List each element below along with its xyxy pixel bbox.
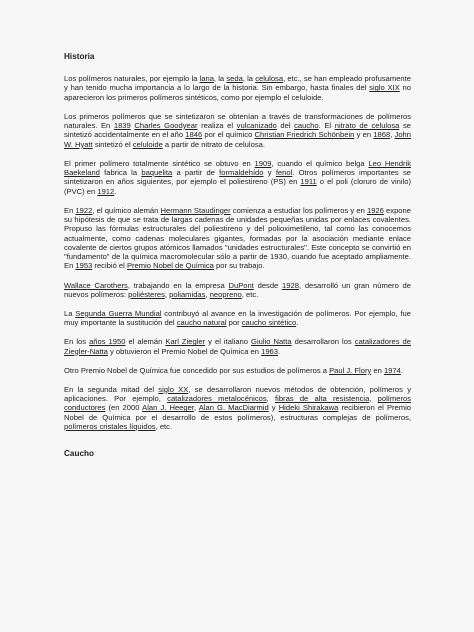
paragraph-text: En los xyxy=(64,337,90,347)
wiki-link[interactable]: celuloide xyxy=(132,139,163,149)
wiki-link[interactable]: Alan G. MacDiarmid xyxy=(198,403,269,413)
paragraph-text: a partir de nitrato de celulosa. xyxy=(162,139,265,149)
paragraph-text: . xyxy=(296,318,299,328)
paragraph-text: contribuyó al avance en la investigación de polímeros. Por ejemplo, fue muy importante la sustitución del xyxy=(64,308,411,328)
paragraph-4 xyxy=(64,206,411,271)
paragraph-text: desde xyxy=(253,280,283,290)
document-body xyxy=(64,52,411,471)
heading-caucho: Caucho xyxy=(64,449,95,459)
wiki-link[interactable]: 1912 xyxy=(97,186,115,196)
paragraph-container xyxy=(64,74,411,431)
paragraph-text: En la segunda mitad del xyxy=(64,384,159,394)
paragraph-text: La xyxy=(64,308,76,318)
paragraph-text: comienza a estudiar los polímeros y en xyxy=(230,205,367,215)
wiki-link[interactable]: 1953 xyxy=(75,261,93,271)
paragraph-text: . El xyxy=(318,120,335,130)
wiki-link[interactable]: 1846 xyxy=(185,130,203,140)
paragraph-text: fabrica la xyxy=(99,167,142,177)
paragraph-text: , se desarrollaron nuevos métodos de obtención, polímeros y aplicaciones. Por ejemplo, xyxy=(64,384,411,404)
wiki-link[interactable]: caucho xyxy=(294,120,319,130)
paragraph-text: y en xyxy=(354,130,374,140)
wiki-link[interactable]: Premio Nobel de Química xyxy=(126,261,214,271)
paragraph-text: Los primeros polímeros que se sintetizaron se obtenían a través de transformaciones de polímeros naturales. En xyxy=(64,111,411,130)
wiki-link[interactable]: poliésteres xyxy=(128,289,165,299)
wiki-link[interactable]: fibras de alta resistencia xyxy=(275,394,370,404)
wiki-link[interactable]: años 1950 xyxy=(89,337,126,347)
paragraph-text: y xyxy=(268,403,279,413)
paragraph-text: . xyxy=(278,346,281,356)
wiki-link[interactable]: Charles Goodyear xyxy=(134,120,198,130)
paragraph-text: sintetizó el xyxy=(92,139,133,149)
wiki-link[interactable]: 1963 xyxy=(261,346,279,356)
heading-historia: Historia xyxy=(64,52,95,61)
wiki-link[interactable]: caucho natural xyxy=(176,318,227,328)
wiki-link[interactable]: Karl Ziegler xyxy=(165,337,206,347)
wiki-link[interactable]: 1839 xyxy=(113,120,131,130)
paragraph-text: , la xyxy=(213,74,227,83)
wiki-link[interactable]: Giulio Natta xyxy=(251,337,292,347)
paragraph-text: por xyxy=(226,318,242,328)
wiki-link[interactable]: catalizadores metalocénicos xyxy=(167,394,267,404)
paragraph-text: , xyxy=(164,289,170,299)
paragraph-6 xyxy=(64,309,411,328)
wiki-link[interactable]: celulosa xyxy=(255,74,284,83)
wiki-link[interactable]: 1868 xyxy=(373,130,391,140)
paragraph-text: . xyxy=(400,365,403,375)
paragraph-text: por el químico xyxy=(202,130,255,140)
wiki-link[interactable]: DuPont xyxy=(228,280,254,290)
paragraph-text: , desarrolló un gran número de nuevos polímeros: xyxy=(64,280,412,299)
paragraph-9 xyxy=(64,385,411,431)
wiki-link[interactable]: Christian Friedrich Schönbein xyxy=(254,130,355,140)
paragraph-text: por su trabajo. xyxy=(213,261,265,271)
paragraph-text: y xyxy=(263,167,276,177)
wiki-link[interactable]: Hideki Shirakawa xyxy=(278,403,339,413)
wiki-link[interactable]: John W. Hyatt xyxy=(64,130,411,149)
paragraph-text: En xyxy=(64,205,76,215)
paragraph-text: no aparecieron los primeros polímeros sintéticos, como por ejemplo el celuloide. xyxy=(64,83,411,102)
paragraph-text: Otro Premio Nobel de Química fue concedido por sus estudios de polímeros a xyxy=(64,365,330,375)
paragraph-text: del xyxy=(276,120,295,130)
paragraph-3 xyxy=(64,159,411,196)
wiki-link[interactable]: poliamidas xyxy=(169,289,206,299)
paragraph-text: se sintetizó accidentalmente en el año xyxy=(64,120,411,140)
wiki-link[interactable]: baquelita xyxy=(141,167,173,177)
wiki-link[interactable]: Leo Hendrik Baekeland xyxy=(64,158,412,177)
wiki-link[interactable]: lana xyxy=(199,74,214,83)
paragraph-5 xyxy=(64,281,411,300)
wiki-link[interactable]: vulcanizado xyxy=(236,120,277,130)
paragraph-text: , etc. xyxy=(155,421,173,431)
paragraph-text: en xyxy=(371,365,384,375)
wiki-link[interactable]: Hermann Staudinger xyxy=(160,205,231,215)
wiki-link[interactable]: formaldehído xyxy=(219,167,264,177)
wiki-link[interactable]: Wallace Carothers xyxy=(64,280,128,290)
paragraph-text: , cuando el químico belga xyxy=(271,158,369,168)
paragraph-text: , xyxy=(205,289,210,299)
paragraph-text: expone su hipótesis de que se trata de largas cadenas de unidades pequeñas unidas por enlaces covalentes. Propuso las fórmulas estructurales del poliestireno y del polioximetileno, tal como las conocemos actualmente, como cadenas moleculares gigantes, formadas por la asociación mediante enlace covalente de ciertos grupos atómicos llamados "unidades estructurales". Este concepto se convirtió en "fundamento" de la química macromolecular sólo a partir de 1930, cuando fue aceptado ampliamente. En xyxy=(64,205,411,271)
wiki-link[interactable]: siglo XIX xyxy=(369,83,400,93)
wiki-link[interactable]: 1922 xyxy=(75,205,93,215)
paragraph-text: recibió el xyxy=(92,261,127,271)
paragraph-text: Los polímeros naturales, por ejemplo la xyxy=(64,74,200,83)
paragraph-text: recibieron el Premio Nobel de Química por el desarrollo de estos polímeros), estructuras complejas de polímeros, xyxy=(64,403,411,422)
wiki-link[interactable]: 1909 xyxy=(254,158,272,168)
paragraph-text: , la xyxy=(242,74,256,83)
paragraph-text: , trabajando en la empresa xyxy=(127,280,229,290)
paragraph-text: , xyxy=(266,394,276,404)
paragraph-2 xyxy=(64,112,411,149)
paragraph-text: , etc. xyxy=(241,289,259,299)
paragraph-7 xyxy=(64,337,411,356)
paragraph-text: . Otros polímeros importantes se sintetizaron en años siguientes, por ejemplo el poliestireno (PS) en xyxy=(64,167,411,187)
paragraph-text: a partir de xyxy=(172,167,220,177)
wiki-link[interactable]: catalizadores de Ziegler-Natta xyxy=(64,337,411,356)
wiki-link[interactable]: 1926 xyxy=(366,205,384,215)
wiki-link[interactable]: seda xyxy=(226,74,243,83)
paragraph-text: , etc., se han empleado profusamente y han tenido mucha importancia a lo largo de la historia. Sin embargo, hasta finales del xyxy=(64,74,411,93)
paragraph-text: y el italiano xyxy=(205,337,252,347)
paragraph-text: desarrollaron los xyxy=(291,337,355,347)
paragraph-text: (en 2000 xyxy=(105,403,143,413)
paragraph-text: o el poli (cloruro de vinilo) (PVC) en xyxy=(64,177,411,196)
wiki-link[interactable]: Alan J. Heeger xyxy=(142,403,194,413)
wiki-link[interactable]: caucho sintético xyxy=(241,318,297,328)
paragraph-text: . xyxy=(114,186,117,196)
wiki-link[interactable]: neopreno xyxy=(209,289,242,299)
paragraph-text: El primer polímero totalmente sintético se obtuvo en xyxy=(64,158,255,168)
paragraph-text: , xyxy=(369,394,378,404)
paragraph-text: , el químico alemán xyxy=(92,205,161,215)
paragraph-1 xyxy=(64,74,411,102)
wiki-link[interactable]: nitrato de celulosa xyxy=(334,120,400,130)
wiki-link[interactable]: 1911 xyxy=(300,177,317,187)
wiki-link[interactable]: 1974 xyxy=(383,365,401,375)
wiki-link[interactable]: siglo XX xyxy=(158,384,189,394)
wiki-link[interactable]: 1928 xyxy=(282,280,299,290)
wiki-link[interactable]: Paul J. Flory xyxy=(329,365,372,375)
paragraph-text: realiza el xyxy=(197,120,237,130)
wiki-link[interactable]: polímeros cristales líquidos xyxy=(64,421,156,431)
paragraph-text: , xyxy=(193,403,199,413)
wiki-link[interactable]: Segunda Guerra Mundial xyxy=(75,308,162,318)
paragraph-text: y obtuvieron el Premio Nobel de Química en xyxy=(107,346,262,356)
paragraph-text: , xyxy=(390,130,395,140)
wiki-link[interactable]: fenol xyxy=(275,167,293,177)
paragraph-text: el alemán xyxy=(125,337,166,347)
paragraph-8 xyxy=(64,366,411,375)
wiki-link[interactable]: polímeros conductores xyxy=(64,394,411,413)
